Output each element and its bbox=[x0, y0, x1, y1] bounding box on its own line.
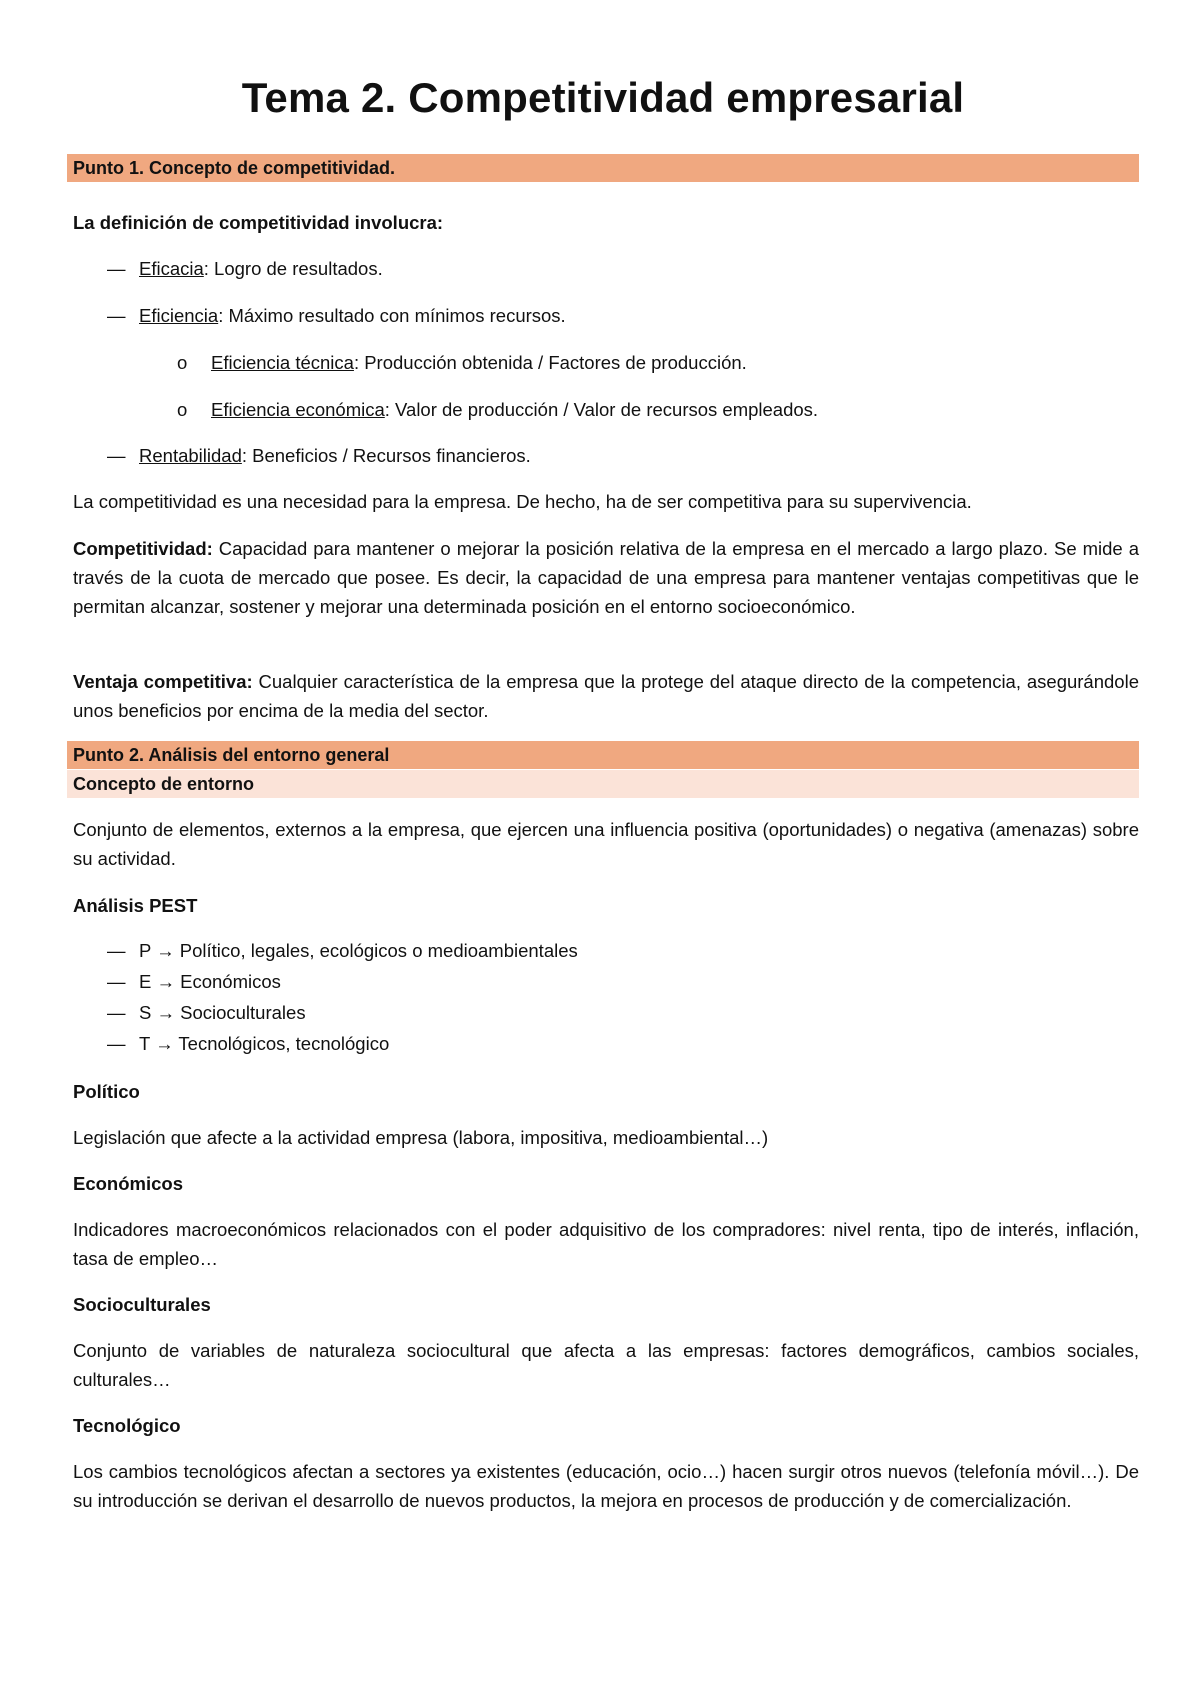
section-heading-punto-2: Punto 2. Análisis del entorno general bbox=[67, 741, 1139, 769]
definition-eficiencia: : Máximo resultado con mínimos recursos. bbox=[218, 305, 566, 326]
definition-rentabilidad: : Beneficios / Recursos financieros. bbox=[241, 445, 531, 466]
intro-text: La definición de competitividad involucra: bbox=[73, 212, 444, 233]
dash-bullet-icon: — bbox=[107, 1033, 126, 1054]
dash-bullet-icon: — bbox=[107, 971, 126, 992]
pest-item-s bbox=[107, 998, 306, 1027]
term-eficacia: Eficacia bbox=[139, 258, 204, 279]
definition-eficiencia-economica: : Valor de producción / Valor de recursos empleados. bbox=[384, 399, 819, 420]
pest-heading: Análisis PEST bbox=[73, 895, 198, 916]
competitividad-term: Competitividad: bbox=[73, 538, 213, 559]
pest-item-label: E → Económicos bbox=[139, 971, 281, 992]
concepto-entorno-paragraph: Conjunto de elementos, externos a la empresa, que ejercen una influencia positiva (oportunidades) o negativa (amenazas) sobre su actividad. bbox=[73, 819, 1139, 869]
dash-bullet-icon: — bbox=[107, 258, 126, 279]
list-item-eficiencia bbox=[107, 301, 566, 330]
pest-item-t bbox=[107, 1029, 389, 1058]
definition-eficiencia-tecnica: : Producción obtenida / Factores de producción. bbox=[353, 352, 747, 373]
dash-bullet-icon: — bbox=[107, 1002, 126, 1023]
list-item-eficacia bbox=[107, 254, 383, 283]
competitividad-definition: Capacidad para mantener o mejorar la posición relativa de la empresa en el mercado a largo plazo. Se mide a través de la cuota de mercado que posee. Es decir, la capacidad de una empresa para mantener ventajas competitivas que le permitan alcanzar, sostener y mejorar una determinada posición en el entorno socioeconómico. bbox=[73, 538, 1139, 617]
necesidad-paragraph: La competitividad es una necesidad para la empresa. De hecho, ha de ser competitiva para su supervivencia. bbox=[73, 491, 972, 512]
ventaja-definition: Cualquier característica de la empresa que la protege del ataque directo de la competencia, asegurándole unos beneficios por encima de la media del sector. bbox=[73, 671, 1139, 721]
socioculturales-heading: Socioculturales bbox=[73, 1294, 211, 1315]
subsection-heading-concepto-entorno: Concepto de entorno bbox=[67, 770, 1139, 798]
pest-item-label: S → Socioculturales bbox=[139, 1002, 306, 1023]
list-item-rentabilidad bbox=[107, 441, 531, 470]
term-eficiencia-tecnica: Eficiencia técnica bbox=[211, 352, 354, 373]
ventaja-term: Ventaja competitiva: bbox=[73, 671, 253, 692]
pest-item-label: T → Tecnológicos, tecnológico bbox=[139, 1033, 390, 1054]
dash-bullet-icon: — bbox=[107, 445, 126, 466]
term-rentabilidad: Rentabilidad bbox=[139, 445, 242, 466]
circle-bullet-icon: o bbox=[177, 399, 188, 420]
tecnologico-paragraph: Los cambios tecnológicos afectan a sectores ya existentes (educación, ocio…) hacen surgir otros nuevos (telefonía móvil…). De su introducción se derivan el desarrollo de nuevos productos, la mejora en procesos de producción y de comercialización. bbox=[73, 1461, 1139, 1511]
term-eficiencia: Eficiencia bbox=[139, 305, 219, 326]
politico-heading: Político bbox=[73, 1081, 140, 1102]
competitividad-paragraph bbox=[73, 534, 1139, 621]
dash-bullet-icon: — bbox=[107, 305, 126, 326]
definition-eficacia: : Logro de resultados. bbox=[203, 258, 383, 279]
tecnologico-heading: Tecnológico bbox=[73, 1415, 181, 1436]
economicos-paragraph: Indicadores macroeconómicos relacionados con el poder adquisitivo de los compradores: nivel renta, tipo de interés, inflación, tasa de empleo… bbox=[73, 1219, 1139, 1269]
economicos-heading: Económicos bbox=[73, 1173, 183, 1194]
subitem-eficiencia-tecnica bbox=[177, 348, 747, 377]
pest-item-e bbox=[107, 967, 281, 996]
pest-item-label: P → Político, legales, ecológicos o medioambientales bbox=[139, 940, 578, 961]
circle-bullet-icon: o bbox=[177, 352, 188, 373]
term-eficiencia-economica: Eficiencia económica bbox=[211, 399, 385, 420]
politico-paragraph: Legislación que afecte a la actividad empresa (labora, impositiva, medioambiental…) bbox=[73, 1127, 769, 1148]
page-title: Tema 2. Competitividad empresarial bbox=[241, 74, 965, 121]
section-heading-punto-1: Punto 1. Concepto de competitividad. bbox=[67, 154, 1139, 182]
subitem-eficiencia-economica bbox=[177, 395, 818, 424]
pest-item-p bbox=[107, 936, 578, 965]
ventaja-paragraph bbox=[73, 667, 1139, 725]
socioculturales-paragraph: Conjunto de variables de naturaleza sociocultural que afecta a las empresas: factores demográficos, cambios sociales, culturales… bbox=[73, 1340, 1139, 1390]
dash-bullet-icon: — bbox=[107, 940, 126, 961]
